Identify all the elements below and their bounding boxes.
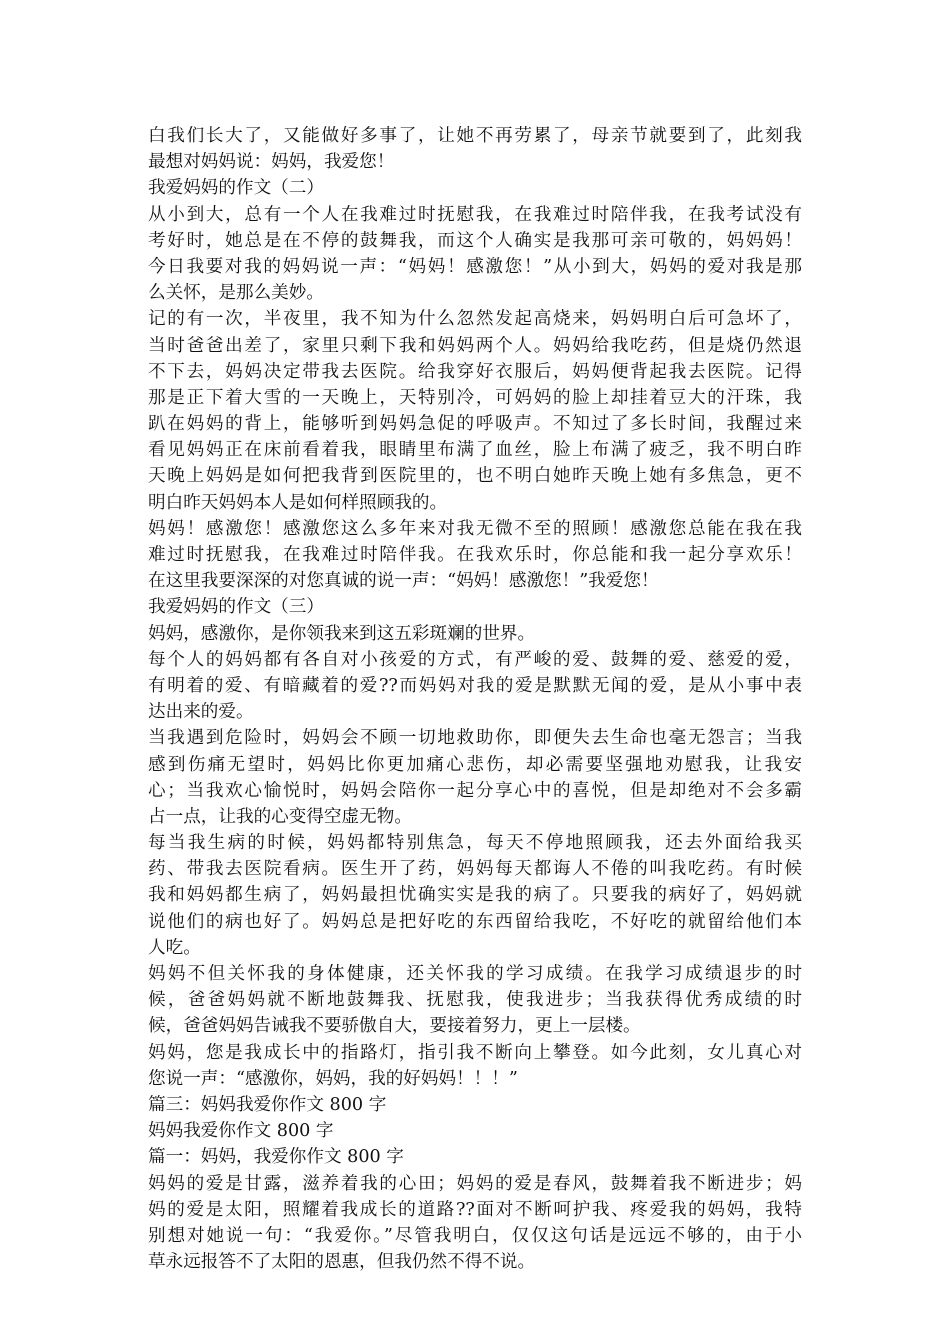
text-line: 有明着的爱、有暗藏着的爱??而妈妈对我的爱是默默无闻的爱，是从小事中表 xyxy=(148,675,802,696)
text-line: 妈妈的爱是甘露，滋养着我的心田；妈妈的爱是春风，鼓舞着我不断进步；妈 xyxy=(148,1173,802,1194)
text-line: 当时爸爸出差了，家里只剩下我和妈妈两个人。妈妈给我吃药，但是烧仍然退 xyxy=(148,335,802,356)
text-line: 心；当我欢心愉悦时，妈妈会陪你一起分享心中的喜悦，但是却绝对不会多霸 xyxy=(148,780,802,801)
text-line: 妈妈，感激你，是你领我来到这五彩斑斓的世界。 xyxy=(148,623,536,644)
text-line: 从小到大，总有一个人在我难过时抚慰我，在我难过时陪伴我，在我考试没有 xyxy=(148,204,802,225)
text-line: 占一点，让我的心变得空虚无物。 xyxy=(148,806,412,827)
text-line: 考好时，她总是在不停的鼓舞我，而这个人确实是我那可亲可敬的，妈妈妈！ xyxy=(148,230,802,251)
text-line: 最想对妈妈说：妈妈，我爱您！ xyxy=(148,152,395,173)
text-line: 妈妈，您是我成长中的指路灯，指引我不断向上攀登。如今此刻，女儿真心对 xyxy=(148,1042,802,1063)
text-line: 那是正下着大雪的一天晚上，天特别冷，可妈妈的脸上却挂着豆大的汗珠，我 xyxy=(148,387,802,408)
text-line: 篇一：妈妈，我爱你作文 800 字 xyxy=(148,1147,404,1168)
text-line: 么关怀，是那么美妙。 xyxy=(148,283,324,304)
text-line: 您说一声：“感激你，妈妈，我的好妈妈！！！” xyxy=(148,1068,518,1089)
text-line: 感到伤痛无望时，妈妈比你更加痛心悲伤，却必需要坚强地劝慰我，让我安 xyxy=(148,754,802,775)
text-line: 当我遇到危险时，妈妈会不顾一切地救助你，即便失去生命也毫无怨言；当我 xyxy=(148,728,802,749)
text-line: 人吃。 xyxy=(148,937,201,958)
text-line: 看见妈妈正在床前看着我，眼睛里布满了血丝，脸上布满了疲乏，我不明白昨 xyxy=(148,440,802,461)
text-line: 妈妈我爱你作文 800 字 xyxy=(148,1121,334,1142)
text-line: 达出来的爱。 xyxy=(148,702,254,723)
text-line: 草永远报答不了太阳的恩惠，但我仍然不得不说。 xyxy=(148,1252,536,1273)
text-line: 白我们长大了，又能做好多事了，让她不再劳累了，母亲节就要到了，此刻我 xyxy=(148,126,802,146)
text-line: 记的有一次，半夜里，我不知为什么忽然发起高烧来，妈妈明白后可急坏了， xyxy=(148,309,802,330)
text-line: 趴在妈妈的背上，能够听到妈妈急促的呼吸声。不知过了多长时间，我醒过来 xyxy=(148,414,802,435)
text-line: 难过时抚慰我，在我难过时陪伴我。在我欢乐时，你总能和我一起分享欢乐！ xyxy=(148,545,802,565)
text-line: 妈妈！感激您！感激您这么多年来对我无微不至的照顾！感激您总能在我在我 xyxy=(148,518,802,539)
text-line: 候，爸爸妈妈就不断地鼓舞我、抚慰我，使我进步；当我获得优秀成绩的时 xyxy=(148,990,802,1011)
text-line: 每当我生病的时候，妈妈都特别焦急，每天不停地照顾我，还去外面给我买 xyxy=(148,833,802,854)
text-line: 候，爸爸妈妈告诫我不要骄傲自大，要接着努力，更上一层楼。 xyxy=(148,1016,641,1037)
text-line: 妈妈不但关怀我的身体健康，还关怀我的学习成绩。在我学习成绩退步的时 xyxy=(148,964,802,984)
text-line: 别想对她说一句：“我爱你。”尽管我明白，仅仅这句话是远远不够的，由于小 xyxy=(148,1225,802,1246)
text-line: 我和妈妈都生病了，妈妈最担忧确实实是我的病了。只要我的病好了，妈妈就 xyxy=(148,885,802,906)
document-body xyxy=(148,123,802,1275)
text-line: 明白昨天妈妈本人是如何样照顾我的。 xyxy=(148,492,448,513)
text-line: 说他们的病也好了。妈妈总是把好吃的东西留给我吃，不好吃的就留给他们本 xyxy=(148,911,802,932)
text-line: 在这里我要深深的对您真诚的说一声：“妈妈！感激您！”我爱您！ xyxy=(148,571,659,592)
text-line: 篇三：妈妈我爱你作文 800 字 xyxy=(148,1094,387,1115)
text-line: 妈的爱是太阳，照耀着我成长的道路??面对不断呵护我、疼爱我的妈妈，我特 xyxy=(148,1199,802,1220)
text-line: 我爱妈妈的作文（二） xyxy=(148,178,324,199)
text-line: 药、带我去医院看病。医生开了药，妈妈每天都诲人不倦的叫我吃药。有时候 xyxy=(148,859,802,880)
text-line: 不下去，妈妈决定带我去医院。给我穿好衣服后，妈妈便背起我去医院。记得 xyxy=(148,361,802,382)
text-line: 天晚上妈妈是如何把我背到医院里的，也不明白她昨天晚上她有多焦急，更不 xyxy=(148,466,802,487)
text-line: 今日我要对我的妈妈说一声：“妈妈！感激您！”从小到大，妈妈的爱对我是那 xyxy=(148,256,802,277)
text-line: 我爱妈妈的作文（三） xyxy=(148,597,324,618)
text-line: 每个人的妈妈都有各自对小孩爱的方式，有严峻的爱、鼓舞的爱、慈爱的爱， xyxy=(148,649,802,670)
